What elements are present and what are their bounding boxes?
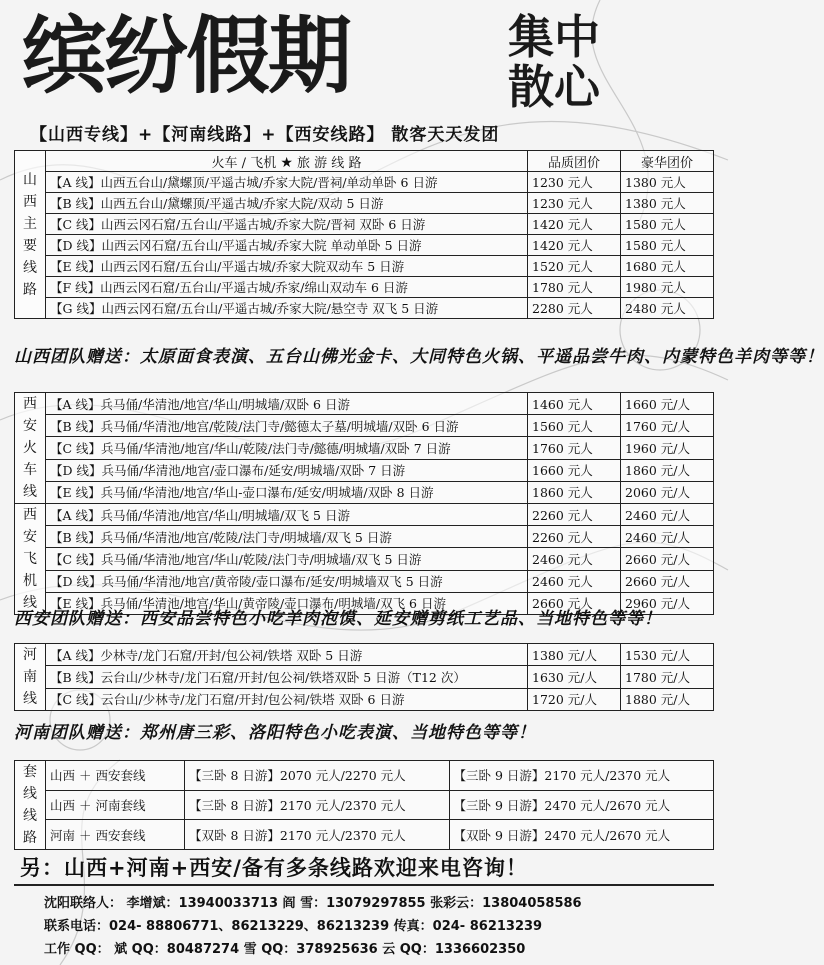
route-cell: 【D 线】兵马俑/华清池/地宫/黄帝陵/壶口瀑布/延安/明城墙双飞 5 日游	[46, 570, 528, 592]
price2-column-header: 豪华团价	[621, 151, 714, 172]
table-row	[15, 504, 714, 526]
route-cell: 【E 线】山西云冈石窟/五台山/平遥古城/乔家大院双动车 5 日游	[46, 256, 528, 277]
price-cell: 1660 元人	[528, 459, 621, 481]
price-cell: 2460 元人	[528, 548, 621, 570]
route-cell: 【C 线】山西云冈石窟/五台山/平遥古城/乔家大院/晋祠 双卧 6 日游	[46, 214, 528, 235]
shanxi-side-label: 山西主要线路	[15, 151, 46, 319]
table-row	[15, 214, 714, 235]
table-row	[15, 481, 714, 503]
price-cell: 1380 元人	[621, 172, 714, 193]
route-cell: 【G 线】山西云冈石窟/五台山/平遥古城/乔家大院/悬空寺 双飞 5 日游	[46, 298, 528, 319]
price-cell: 1660 元/人	[621, 393, 714, 415]
route-cell: 【C 线】兵马俑/华清池/地宫/华山/乾陵/法门寺/明城墙/双飞 5 日游	[46, 548, 528, 570]
xian-table	[14, 392, 714, 615]
henan-side-label: 河南线	[15, 644, 46, 711]
price-cell: 2260 元人	[528, 526, 621, 548]
consult-banner: 另：山西+河南+西安/备有多条线路欢迎来电咨询！	[20, 856, 528, 880]
xian-train-side-label: 西安火车线	[15, 393, 46, 504]
price-cell: 1380 元人	[621, 193, 714, 214]
price-cell: 2660 元/人	[621, 570, 714, 592]
table-row	[15, 256, 714, 277]
price-cell: 1780 元/人	[621, 666, 714, 688]
table-row	[15, 761, 714, 791]
route-cell: 【A 线】少林寺/龙门石窟/开封/包公祠/铁塔 双卧 5 日游	[46, 644, 528, 666]
contact-phone-fax: 联系电话：024- 88806771、86213229、86213239 传真：024- 86213239	[44, 919, 543, 934]
price-cell: 1860 元人	[528, 481, 621, 503]
table-row	[15, 820, 714, 850]
price-cell: 1460 元人	[528, 393, 621, 415]
combo-option-cell: 【三卧 8 日游】2170 元人/2370 元人	[185, 790, 450, 820]
route-cell: 【C 线】兵马俑/华清池/地宫/华山/乾陵/法门寺/懿德/明城墙/双卧 7 日游	[46, 437, 528, 459]
table-row	[15, 277, 714, 298]
table-row	[15, 172, 714, 193]
route-cell: 【B 线】兵马俑/华清池/地宫/乾陵/法门寺/懿德太子墓/明城墙/双卧 6 日游	[46, 415, 528, 437]
price-cell: 1530 元/人	[621, 644, 714, 666]
price-cell: 2260 元人	[528, 504, 621, 526]
table-row	[15, 393, 714, 415]
page-title: 缤纷假期	[22, 7, 351, 105]
price-cell: 1230 元人	[528, 172, 621, 193]
xian-gift-text: 西安团队赠送：西安品尝特色小吃羊肉泡馍、延安赠剪纸工艺品、当地特色等等！	[14, 609, 662, 629]
table-header-row	[15, 151, 714, 172]
table-row	[15, 790, 714, 820]
price-cell: 2280 元人	[528, 298, 621, 319]
price-cell: 1420 元人	[528, 214, 621, 235]
route-cell: 【A 线】兵马俑/华清池/地宫/华山/明城墙/双飞 5 日游	[46, 504, 528, 526]
subtitle: 【山西专线】+【河南线路】+【西安线路】 散客天天发团	[30, 125, 500, 145]
route-cell: 【B 线】山西五台山/黛螺顶/平遥古城/乔家大院/双动 5 日游	[46, 193, 528, 214]
combo-option-cell: 【三卧 9 日游】2470 元人/2670 元人	[449, 790, 714, 820]
price-cell: 2660 元/人	[621, 548, 714, 570]
table-row	[15, 666, 714, 688]
price-cell: 1720 元/人	[528, 688, 621, 710]
table-row	[15, 644, 714, 666]
star-icon: ★	[280, 154, 293, 171]
shanxi-table	[14, 150, 714, 319]
title-right-line2: 散心	[508, 60, 600, 114]
price-cell: 1880 元/人	[621, 688, 714, 710]
price-cell: 1980 元人	[621, 277, 714, 298]
price-cell: 1630 元/人	[528, 666, 621, 688]
combo-name-cell: 河南 ＋ 西安套线	[46, 820, 185, 850]
price-cell: 1580 元人	[621, 214, 714, 235]
route-cell: 【A 线】兵马俑/华清池/地宫/华山/明城墙/双卧 6 日游	[46, 393, 528, 415]
table-row	[15, 437, 714, 459]
contact-persons: 沈阳联络人： 李增斌：13940033713 阎 雪：13079297855 张彩云：13804058586	[44, 896, 582, 911]
price-cell: 2960 元/人	[621, 592, 714, 614]
combo-option-cell: 【三卧 9 日游】2170 元人/2370 元人	[449, 761, 714, 791]
route-cell: 【A 线】山西五台山/黛螺顶/平遥古城/乔家大院/晋祠/单动单卧 6 日游	[46, 172, 528, 193]
price-cell: 2460 元/人	[621, 504, 714, 526]
henan-table	[14, 643, 714, 711]
price-cell: 2460 元人	[528, 570, 621, 592]
price1-column-header: 品质团价	[528, 151, 621, 172]
table-row	[15, 193, 714, 214]
price-cell: 2480 元人	[621, 298, 714, 319]
route-cell: 【E 线】兵马俑/华清池/地宫/华山-壶口瀑布/延安/明城墙/双卧 8 日游	[46, 481, 528, 503]
route-cell: 【D 线】山西云冈石窟/五台山/平遥古城/乔家大院 单动单卧 5 日游	[46, 235, 528, 256]
xian-plane-side-label: 西安飞机线	[15, 504, 46, 615]
price-cell: 1860 元/人	[621, 459, 714, 481]
price-cell: 1960 元/人	[621, 437, 714, 459]
price-cell: 1760 元/人	[621, 415, 714, 437]
route-cell: 【E 线】兵马俑/华清池/地宫/华山/黄帝陵/壶口瀑布/明城墙/双飞 6 日游	[46, 592, 528, 614]
price-cell: 1580 元人	[621, 235, 714, 256]
combo-option-cell: 【双卧 9 日游】2470 元人/2670 元人	[449, 820, 714, 850]
table-row	[15, 298, 714, 319]
price-cell: 1230 元人	[528, 193, 621, 214]
combo-side-label: 套线线路	[15, 761, 46, 850]
col-route-label: 火车 / 飞机	[211, 155, 277, 171]
price-cell: 1760 元人	[528, 437, 621, 459]
price-cell: 1380 元/人	[528, 644, 621, 666]
price-cell: 1520 元人	[528, 256, 621, 277]
combo-table	[14, 760, 714, 850]
route-cell: 【F 线】山西云冈石窟/五台山/平遥古城/乔家/绵山双动车 6 日游	[46, 277, 528, 298]
title-right-line1: 集中	[508, 10, 600, 64]
route-cell: 【C 线】云台山/少林寺/龙门石窟/开封/包公祠/铁塔 双卧 6 日游	[46, 688, 528, 710]
henan-gift-text: 河南团队赠送：郑州唐三彩、洛阳特色小吃表演、当地特色等等！	[14, 723, 536, 743]
col-route-label2: 旅 游 线 路	[297, 155, 362, 171]
combo-option-cell: 【双卧 8 日游】2170 元人/2370 元人	[185, 820, 450, 850]
shanxi-gift-text: 山西团队赠送：太原面食表演、五台山佛光金卡、大同特色火锅、平遥品尝牛肉、内蒙特色羊肉等等！	[14, 347, 824, 367]
combo-name-cell: 山西 ＋ 西安套线	[46, 761, 185, 791]
price-cell: 2660 元人	[528, 592, 621, 614]
table-row	[15, 235, 714, 256]
price-cell: 1560 元人	[528, 415, 621, 437]
combo-name-cell: 山西 ＋ 河南套线	[46, 790, 185, 820]
price-cell: 1420 元人	[528, 235, 621, 256]
divider	[14, 884, 714, 886]
table-row	[15, 688, 714, 710]
table-row	[15, 548, 714, 570]
price-cell: 1780 元人	[528, 277, 621, 298]
route-column-header	[46, 151, 528, 172]
page-title-right	[508, 12, 708, 112]
table-row	[15, 459, 714, 481]
price-cell: 2460 元/人	[621, 526, 714, 548]
contact-qq: 工作 QQ： 斌 QQ：80487274 雪 QQ：378925636 云 QQ：1336602350	[44, 942, 526, 957]
table-row	[15, 526, 714, 548]
table-row	[15, 415, 714, 437]
route-cell: 【B 线】兵马俑/华清池/地宫/乾陵/法门寺/明城墙/双飞 5 日游	[46, 526, 528, 548]
route-cell: 【D 线】兵马俑/华清池/地宫/壶口瀑布/延安/明城墙/双卧 7 日游	[46, 459, 528, 481]
price-cell: 2060 元/人	[621, 481, 714, 503]
route-cell: 【B 线】云台山/少林寺/龙门石窟/开封/包公祠/铁塔双卧 5 日游（T12 次）	[46, 666, 528, 688]
table-row	[15, 570, 714, 592]
combo-option-cell: 【三卧 8 日游】2070 元人/2270 元人	[185, 761, 450, 791]
price-cell: 1680 元人	[621, 256, 714, 277]
